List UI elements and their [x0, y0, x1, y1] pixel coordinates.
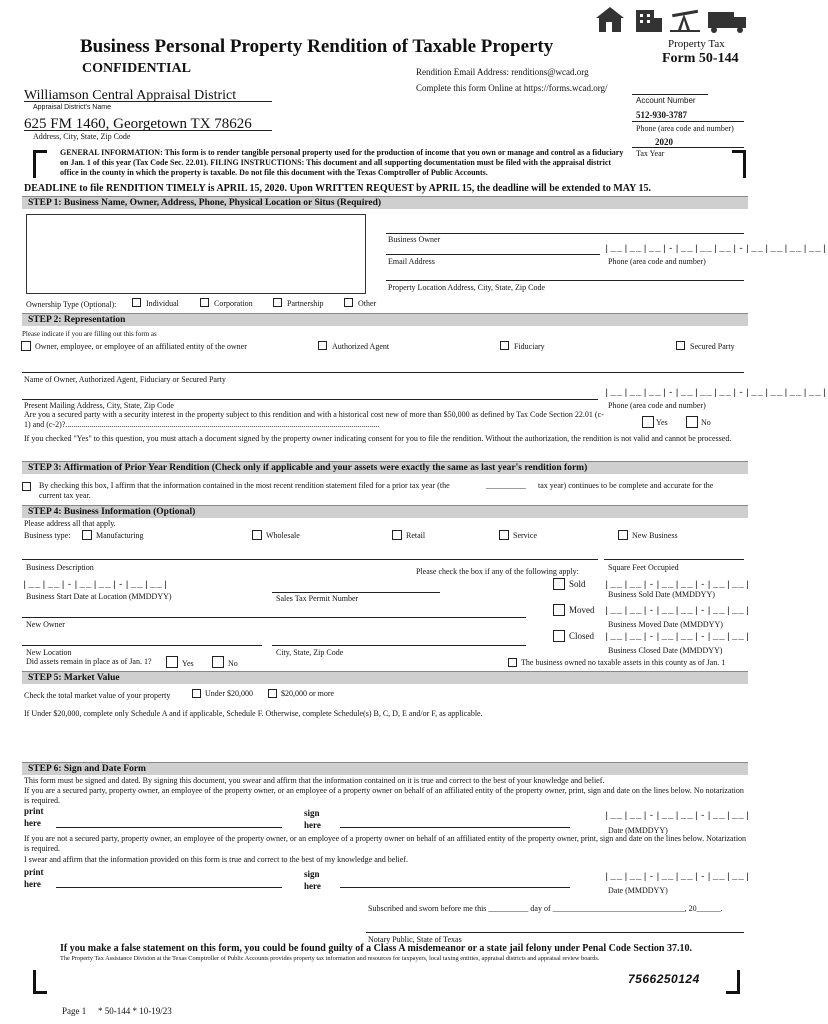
notary-label: Notary Public, State of Texas	[368, 935, 462, 944]
district-name: Williamson Central Appraisal District	[24, 88, 237, 103]
new-location-label: New Location	[26, 648, 72, 657]
step4-heading: STEP 4: Business Information (Optional)	[22, 505, 748, 518]
owner-option-checkbox[interactable]	[21, 341, 31, 351]
new-owner-field[interactable]	[22, 617, 526, 618]
individual-checkbox[interactable]	[132, 298, 141, 307]
building-icon	[636, 10, 662, 32]
signature-field-2[interactable]	[340, 887, 570, 888]
address-all-label: Please address all that apply.	[24, 519, 116, 528]
owner-option-label: Owner, employee, or employee of an affiliated entity of the owner	[35, 342, 247, 351]
business-name-box[interactable]	[26, 214, 366, 294]
form-title: Business Personal Property Rendition of Taxable Property	[80, 36, 554, 57]
corporation-checkbox[interactable]	[200, 298, 209, 307]
secured-party-note: If you checked "Yes" to this question, you must attach a document signed by the property owner indicating consent for you to file the rendition. Without the authorization, the rendition is not valid and cannot be processed.	[24, 434, 732, 443]
truck-icon	[708, 12, 746, 33]
service-checkbox[interactable]	[499, 530, 509, 540]
form-revision: * 50-144 * 10-19/23	[98, 1006, 172, 1016]
closed-checkbox[interactable]	[553, 630, 565, 642]
check-box-label: Please check the box if any of the following apply:	[416, 567, 579, 576]
wholesale-checkbox[interactable]	[252, 530, 262, 540]
business-owner-field[interactable]	[386, 254, 600, 255]
step6-paragraph-4: I swear and affirm that the information provided on this form is true and correct to the best of my knowledge and belief.	[24, 855, 408, 864]
sold-date-label: Business Sold Date (MMDDYY)	[608, 590, 715, 599]
general-information: GENERAL INFORMATION: This form is to render tangible personal property used for the production of income that you own or manage and control as a fiduciary on Jan. 1 of this year (Tax Code Sec. 22.01). FILING INSTRUCTIONS: This document and all supporting documentation must be filed with the appraisal district office in the county in which the property is taxable. Do not file this document with the Texas Comptroller of Public Accounts.	[60, 148, 624, 177]
agent-option-label: Authorized Agent	[332, 342, 390, 351]
start-date-field[interactable]: |__|__|-|__|__|-|__|__|	[22, 580, 170, 590]
sign-label-2: sign	[304, 869, 320, 879]
no-taxable-assets-checkbox[interactable]	[508, 658, 517, 667]
district-phone: 512-930-3787	[636, 110, 687, 120]
form-barcode-number: 7566250124	[628, 972, 700, 986]
representative-name-field[interactable]	[22, 372, 744, 373]
sold-date-field[interactable]: |__|__|-|__|__|-|__|__|	[604, 580, 752, 590]
square-feet-label: Square Feet Occupied	[608, 563, 679, 572]
remain-yes-checkbox[interactable]	[166, 656, 178, 668]
closed-label: Closed	[569, 631, 595, 641]
start-date-label: Business Start Date at Location (MMDDYY)	[26, 592, 172, 601]
new-location-field[interactable]	[22, 645, 262, 646]
moved-date-field[interactable]: |__|__|-|__|__|-|__|__|	[604, 606, 752, 616]
city-state-zip-field[interactable]	[272, 645, 526, 646]
fiduciary-option-label: Fiduciary	[514, 342, 545, 351]
owner-phone-field[interactable]: |__|__|__|-|__|__|__|-|__|__|__|__|	[604, 244, 828, 254]
notary-signature-field[interactable]	[366, 932, 744, 933]
secured-yes-checkbox[interactable]	[642, 416, 654, 428]
corporation-label: Corporation	[214, 299, 253, 308]
step6-paragraph-1: This form must be signed and dated. By signing this document, you swear and affirm that the information contained on it is true and correct to the best of your knowledge and belief.	[24, 776, 605, 785]
partnership-label: Partnership	[287, 299, 324, 308]
assistance-note: The Property Tax Assistance Division at the Texas Comptroller of Public Accounts provides property tax information and resources for taxpayers, local taxing entities, appraisal districts and appraisal review boards.	[60, 955, 600, 962]
no-taxable-assets-label: The business owned no taxable assets in this county as of Jan. 1	[521, 658, 726, 667]
step6-paragraph-3: If you are not a secured party, property owner, an employee of the property owner, or an employee of a property owner on behalf of an affiliated entity of the property owner, print, sign and date on the lines below. Notarization is required.	[24, 834, 747, 853]
tax-year-label: Tax Year	[636, 149, 665, 158]
business-owner-label: Business Owner	[388, 235, 441, 244]
date-field-1[interactable]: |__|__|-|__|__|-|__|__|	[604, 811, 752, 821]
phone-label: Phone (area code and number)	[636, 124, 734, 133]
rep-phone-field[interactable]: |__|__|__|-|__|__|__|-|__|__|__|__|	[604, 388, 828, 398]
step6-paragraph-2: If you are a secured party, property owner, an employee of the property owner, or an employee of a property owner on behalf of an affiliated entity of the property owner, print, sign and date on the lines below. No notarization is required.	[24, 786, 744, 805]
date-label-1: Date (MMDDYY)	[608, 826, 668, 835]
confidential-label: CONFIDENTIAL	[82, 61, 191, 76]
prior-tax-year-blank[interactable]: __________	[486, 481, 526, 490]
affirm-text-2: tax year) continues to be complete and accurate for the	[538, 481, 714, 490]
business-type-label: Business type:	[24, 531, 71, 540]
print-label-1: print	[24, 806, 44, 816]
other-checkbox[interactable]	[344, 298, 353, 307]
mailing-address-field[interactable]	[22, 399, 598, 400]
corner-mark-top-right	[732, 150, 746, 178]
rep-phone-label: Phone (area code and number)	[608, 401, 706, 410]
over-20000-label: $20,000 or more	[281, 689, 335, 698]
secured-no-checkbox[interactable]	[686, 416, 698, 428]
business-description-field[interactable]	[22, 559, 598, 560]
date-field-2[interactable]: |__|__|-|__|__|-|__|__|	[604, 872, 752, 882]
signature-field-1[interactable]	[340, 827, 570, 828]
check-total-label: Check the total market value of your property	[24, 691, 171, 700]
email-line: Rendition Email Address: renditions@wcad.org	[416, 67, 589, 77]
assets-remain-question: Did assets remain in place as of Jan. 1?	[26, 657, 152, 666]
over-20000-checkbox[interactable]	[268, 689, 277, 698]
false-statement-warning: If you make a false statement on this form, you could be found guilty of a Class A misdemeanor or a state jail felony under Penal Code Section 37.10.	[60, 943, 692, 954]
secured-option-label: Secured Party	[690, 342, 735, 351]
moved-date-label: Business Moved Date (MMDDYY)	[608, 620, 723, 629]
closed-date-label: Business Closed Date (MMDDYY)	[608, 646, 723, 655]
other-label: Other	[358, 299, 377, 308]
step1-heading: STEP 1: Business Name, Owner, Address, Phone, Physical Location or Situs (Required)	[22, 196, 748, 209]
step3-heading: STEP 3: Affirmation of Prior Year Rendition (Check only if applicable and your assets were exactly the same as last year's rendition form)	[22, 461, 748, 474]
corner-mark-bottom-left	[33, 970, 47, 994]
house-icon	[596, 7, 624, 32]
ownership-type-label: Ownership Type (Optional):	[26, 300, 117, 309]
new-owner-label: New Owner	[26, 620, 65, 629]
affirm-text-3: current tax year.	[39, 491, 91, 500]
here-label-2: here	[24, 879, 41, 889]
retail-checkbox[interactable]	[392, 530, 402, 540]
representative-name-label: Name of Owner, Authorized Agent, Fiduciary or Secured Party	[24, 375, 226, 384]
deadline-notice: DEADLINE to file RENDITION TIMELY is APRIL 15, 2020. Upon WRITTEN REQUEST by APRIL 15, the deadline will be extended to MAY 15.	[24, 183, 651, 194]
step2-heading: STEP 2: Representation	[22, 313, 748, 326]
print-name-field-1[interactable]	[56, 827, 282, 828]
step6-heading: STEP 6: Sign and Date Form	[22, 762, 748, 775]
affirm-checkbox[interactable]	[22, 482, 31, 491]
sales-tax-label: Sales Tax Permit Number	[276, 594, 359, 603]
remain-no-label: No	[228, 659, 238, 668]
oil-pump-icon	[670, 10, 700, 32]
moved-checkbox[interactable]	[553, 604, 565, 616]
business-description-label: Business Description	[26, 563, 94, 572]
new-business-label: New Business	[632, 531, 678, 540]
under-20000-checkbox[interactable]	[192, 689, 201, 698]
square-feet-field[interactable]	[604, 559, 744, 560]
sign-here-label-2: here	[304, 881, 321, 891]
sign-here-label-1: here	[304, 820, 321, 830]
secured-option-checkbox[interactable]	[676, 341, 685, 350]
secured-party-question: Are you a secured party with a security interest in the property subject to this rendition and with a historical cost new of more than $50,000 as defined by Tax Code Section 22.01 (c-1) and (c-2)?.............................................................................................................................................................	[24, 410, 604, 429]
online-line: Complete this form Online at https://forms.wcad.org/	[416, 83, 608, 93]
manufacturing-checkbox[interactable]	[82, 530, 92, 540]
owner-phone-label: Phone (area code and number)	[608, 257, 706, 266]
print-name-field-2[interactable]	[56, 887, 282, 888]
district-address-label: Address, City, State, Zip Code	[33, 132, 131, 141]
date-label-2: Date (MMDDYY)	[608, 886, 668, 895]
sales-tax-field[interactable]	[272, 592, 440, 593]
corner-mark-top-left	[33, 150, 47, 178]
subscribed-sworn-line[interactable]: Subscribed and sworn before me this __________ day of _________________________________, 20______.	[368, 904, 723, 913]
market-value-note: If Under $20,000, complete only Schedule A and if applicable, Schedule F. Otherwise, complete Schedule(s) B, C, D, E and/or F, as applicable.	[24, 709, 483, 718]
wholesale-label: Wholesale	[266, 531, 300, 540]
district-address: 625 FM 1460, Georgetown TX 78626	[24, 116, 252, 132]
remain-yes-label: Yes	[182, 659, 194, 668]
under-20000-label: Under $20,000	[205, 689, 253, 698]
agent-option-checkbox[interactable]	[318, 341, 327, 350]
form-number: Form 50-144	[662, 51, 739, 66]
header-icons	[594, 4, 750, 34]
city-state-zip-label: City, State, Zip Code	[276, 648, 344, 657]
sold-label: Sold	[569, 579, 586, 589]
corner-mark-bottom-right	[726, 970, 740, 994]
print-label-2: print	[24, 867, 44, 877]
manufacturing-label: Manufacturing	[96, 531, 144, 540]
individual-label: Individual	[146, 299, 179, 308]
affirm-text-1: By checking this box, I affirm that the information contained in the most recent rendition statement filed for a prior tax year (the	[39, 481, 450, 490]
fiduciary-option-checkbox[interactable]	[500, 341, 509, 350]
closed-date-field[interactable]: |__|__|-|__|__|-|__|__|	[604, 632, 752, 642]
mailing-address-label: Present Mailing Address, City, State, Zip Code	[24, 401, 174, 410]
sold-checkbox[interactable]	[553, 578, 565, 590]
moved-label: Moved	[569, 605, 595, 615]
location-address-label: Property Location Address, City, State, Zip Code	[388, 283, 546, 292]
partnership-checkbox[interactable]	[273, 298, 282, 307]
secured-yes-label: Yes	[656, 418, 668, 427]
account-number-label: Account Number	[636, 96, 696, 105]
tax-year: 2020	[655, 137, 673, 147]
page-number: Page 1	[62, 1006, 87, 1016]
retail-label: Retail	[406, 531, 426, 540]
here-label-1: here	[24, 818, 41, 828]
service-label: Service	[513, 531, 537, 540]
sign-label-1: sign	[304, 808, 320, 818]
form-type-label: Property Tax	[668, 38, 725, 50]
indicate-label: Please indicate if you are filling out this form as	[22, 330, 157, 338]
remain-no-checkbox[interactable]	[212, 656, 224, 668]
new-business-checkbox[interactable]	[618, 530, 628, 540]
step5-heading: STEP 5: Market Value	[22, 671, 748, 684]
district-name-label: Appraisal District's Name	[33, 104, 111, 111]
secured-no-label: No	[701, 418, 711, 427]
email-address-label: Email Address	[388, 257, 435, 266]
location-address-field[interactable]	[386, 280, 744, 281]
